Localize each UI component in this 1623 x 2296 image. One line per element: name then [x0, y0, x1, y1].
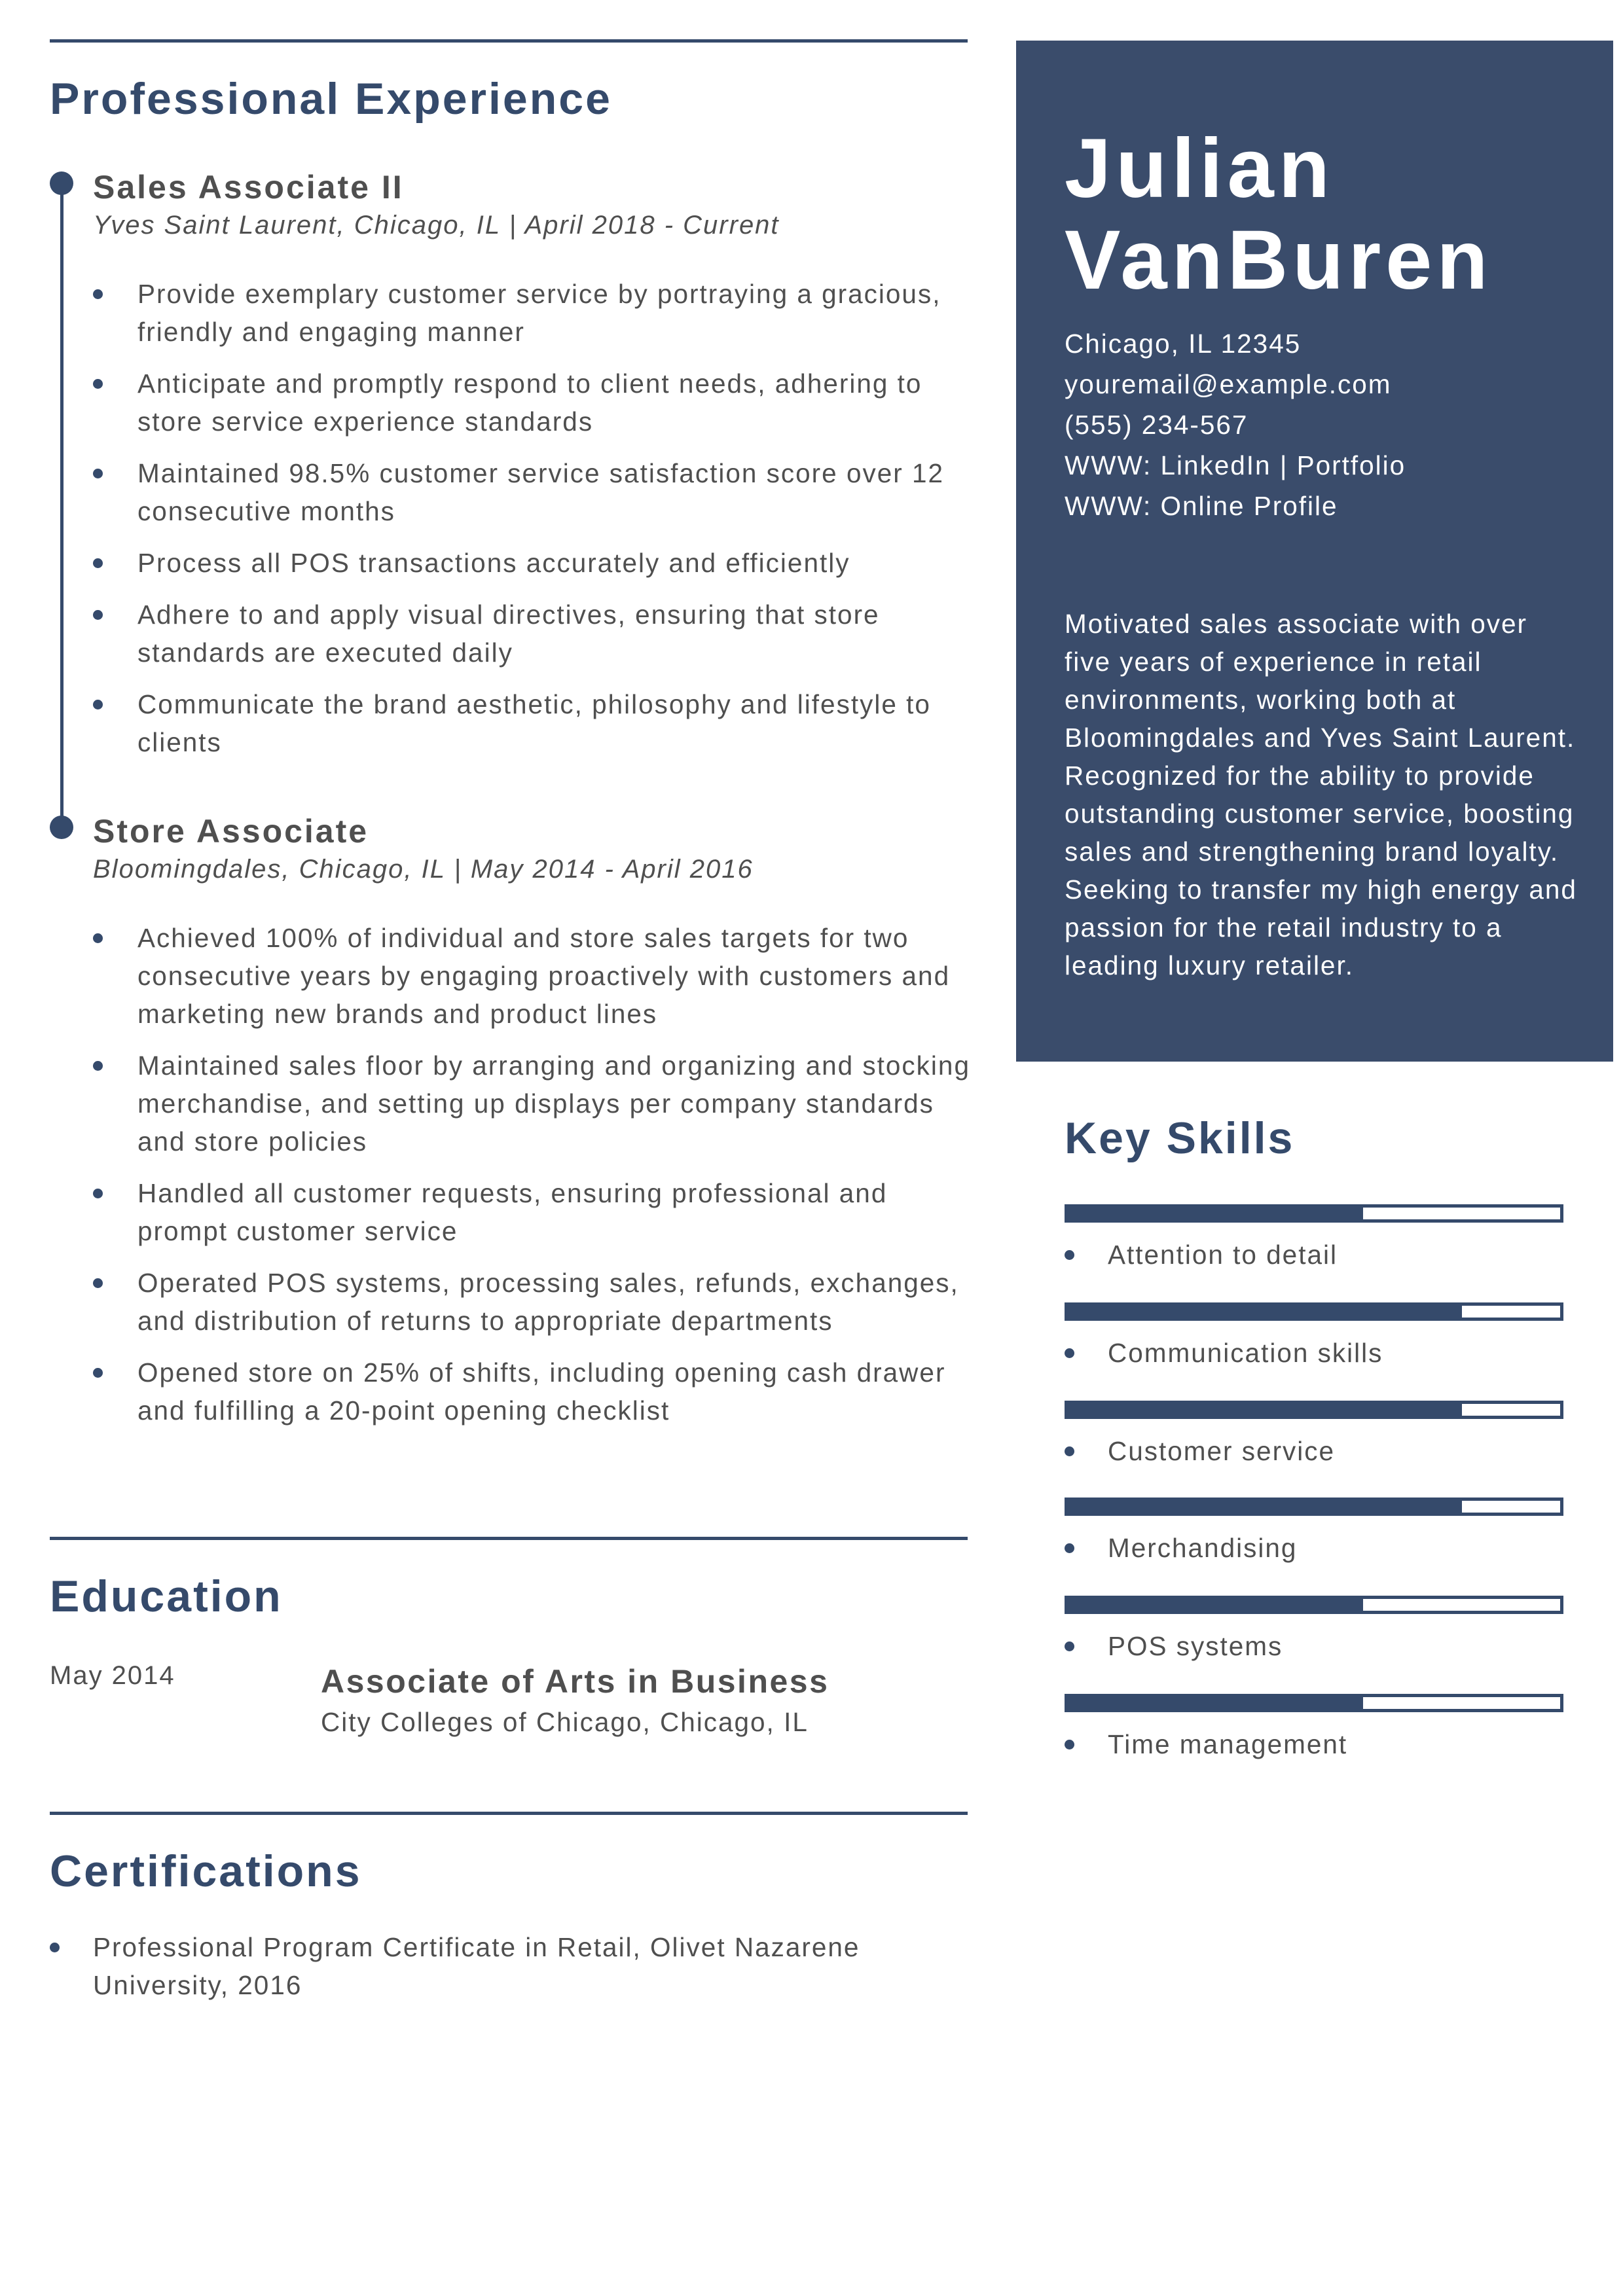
- skill-item: [1065, 1302, 1563, 1369]
- skill-item: [1065, 1694, 1563, 1761]
- skill-item: [1065, 1401, 1563, 1467]
- skill-name: POS systems: [1065, 1630, 1563, 1662]
- section-divider: [50, 1537, 968, 1540]
- contact-address: Chicago, IL 12345: [1065, 329, 1302, 359]
- contact-phone: (555) 234-567: [1065, 410, 1249, 440]
- certifications-list: [50, 1928, 927, 2004]
- candidate-name: [1065, 123, 1493, 306]
- list-item: Provide exemplary customer service by portraying a gracious, friendly and engaging manner: [93, 275, 970, 351]
- skill-name: Communication skills: [1065, 1336, 1563, 1369]
- skill-level-bar: [1065, 1498, 1563, 1516]
- skill-name: Customer service: [1065, 1435, 1563, 1467]
- job-bullets: [93, 275, 970, 761]
- list-item: Maintained 98.5% customer service satisfaction score over 12 consecutive months: [93, 454, 970, 530]
- skill-level-bar: [1065, 1694, 1563, 1712]
- education-school: City Colleges of Chicago, Chicago, IL: [321, 1707, 809, 1737]
- skills-heading: Key Skills: [1065, 1113, 1295, 1163]
- first-name: Julian: [1065, 122, 1334, 215]
- list-item: Process all POS transactions accurately and efficiently: [93, 544, 970, 582]
- timeline-dot: [50, 171, 73, 195]
- skill-name: Time management: [1065, 1728, 1563, 1761]
- job-bullets: [93, 919, 970, 1429]
- list-item: Handled all customer requests, ensuring professional and prompt customer service: [93, 1174, 970, 1250]
- job-employer: Bloomingdales: [93, 855, 282, 884]
- section-divider: [50, 1812, 968, 1815]
- job-title: Store Associate: [93, 813, 369, 850]
- job-employer: Yves Saint Laurent: [93, 211, 337, 240]
- job-entry: [93, 812, 970, 1429]
- list-item: Anticipate and promptly respond to client needs, adhering to store service experience standards: [93, 365, 970, 440]
- contact-online-profile[interactable]: WWW: Online Profile: [1065, 491, 1338, 521]
- contact-email[interactable]: youremail@example.com: [1065, 369, 1392, 399]
- job-meta: [93, 207, 970, 243]
- job-meta: [93, 851, 970, 888]
- skill-level-fill: [1068, 1404, 1462, 1416]
- experience-heading: Professional Experience: [50, 74, 612, 124]
- list-item: Opened store on 25% of shifts, including opening cash drawer and fulfilling a 20-point opening checklist: [93, 1354, 970, 1429]
- skill-level-fill: [1068, 1306, 1462, 1318]
- skill-item: [1065, 1204, 1563, 1271]
- skill-level-bar: [1065, 1302, 1563, 1321]
- contact-block: [1065, 323, 1406, 526]
- job-dates: April 2018 - Current: [524, 211, 780, 240]
- education-degree: Associate of Arts in Business: [321, 1663, 830, 1700]
- list-item: Maintained sales floor by arranging and organizing and stocking merchandise, and setting up displays per company standards and store policies: [93, 1047, 970, 1160]
- job-location: , Chicago, IL |: [282, 855, 471, 884]
- skill-item: [1065, 1498, 1563, 1564]
- skill-level-bar: [1065, 1204, 1563, 1223]
- section-divider: [50, 39, 968, 43]
- skill-level-fill: [1068, 1208, 1363, 1219]
- contact-links[interactable]: WWW: LinkedIn | Portfolio: [1065, 450, 1406, 480]
- timeline-line: [60, 190, 64, 834]
- list-item: Communicate the brand aesthetic, philosophy and lifestyle to clients: [93, 685, 970, 761]
- profile-summary: Motivated sales associate with over five years of experience in retail environments, working both at Bloomingdales and Yves Saint Laurent. Recognized for the ability to provide outstanding customer service, boosting sales and strengthening brand loyalty. Seeking to transfer my high energy and passion for the retail industry to a leading luxury retailer.: [1065, 609, 1577, 980]
- skill-level-bar: [1065, 1596, 1563, 1614]
- skill-level-fill: [1068, 1599, 1363, 1611]
- list-item: Adhere to and apply visual directives, ensuring that store standards are executed daily: [93, 596, 970, 672]
- list-item: Achieved 100% of individual and store sales targets for two consecutive years by engaging proactively with customers and marketing new brands and product lines: [93, 919, 970, 1033]
- skill-level-bar: [1065, 1401, 1563, 1419]
- skill-level-fill: [1068, 1501, 1462, 1513]
- list-item: Operated POS systems, processing sales, refunds, exchanges, and distribution of returns to appropriate departments: [93, 1264, 970, 1340]
- skill-level-fill: [1068, 1697, 1363, 1709]
- skill-name: Merchandising: [1065, 1532, 1563, 1564]
- job-dates: May 2014 - April 2016: [470, 855, 754, 884]
- certifications-heading: Certifications: [50, 1846, 362, 1896]
- job-location: , Chicago, IL |: [337, 211, 525, 240]
- skill-name: Attention to detail: [1065, 1238, 1563, 1271]
- last-name: VanBuren: [1065, 213, 1493, 307]
- job-entry: [93, 168, 970, 761]
- job-title: Sales Associate II: [93, 169, 404, 206]
- education-heading: Education: [50, 1571, 283, 1621]
- timeline-dot: [50, 816, 73, 839]
- profile-sidebar: [1016, 41, 1613, 1062]
- list-item: Professional Program Certificate in Retail, Olivet Nazarene University, 2016: [50, 1928, 927, 2004]
- education-date: May 2014: [50, 1661, 175, 1690]
- skill-item: [1065, 1596, 1563, 1662]
